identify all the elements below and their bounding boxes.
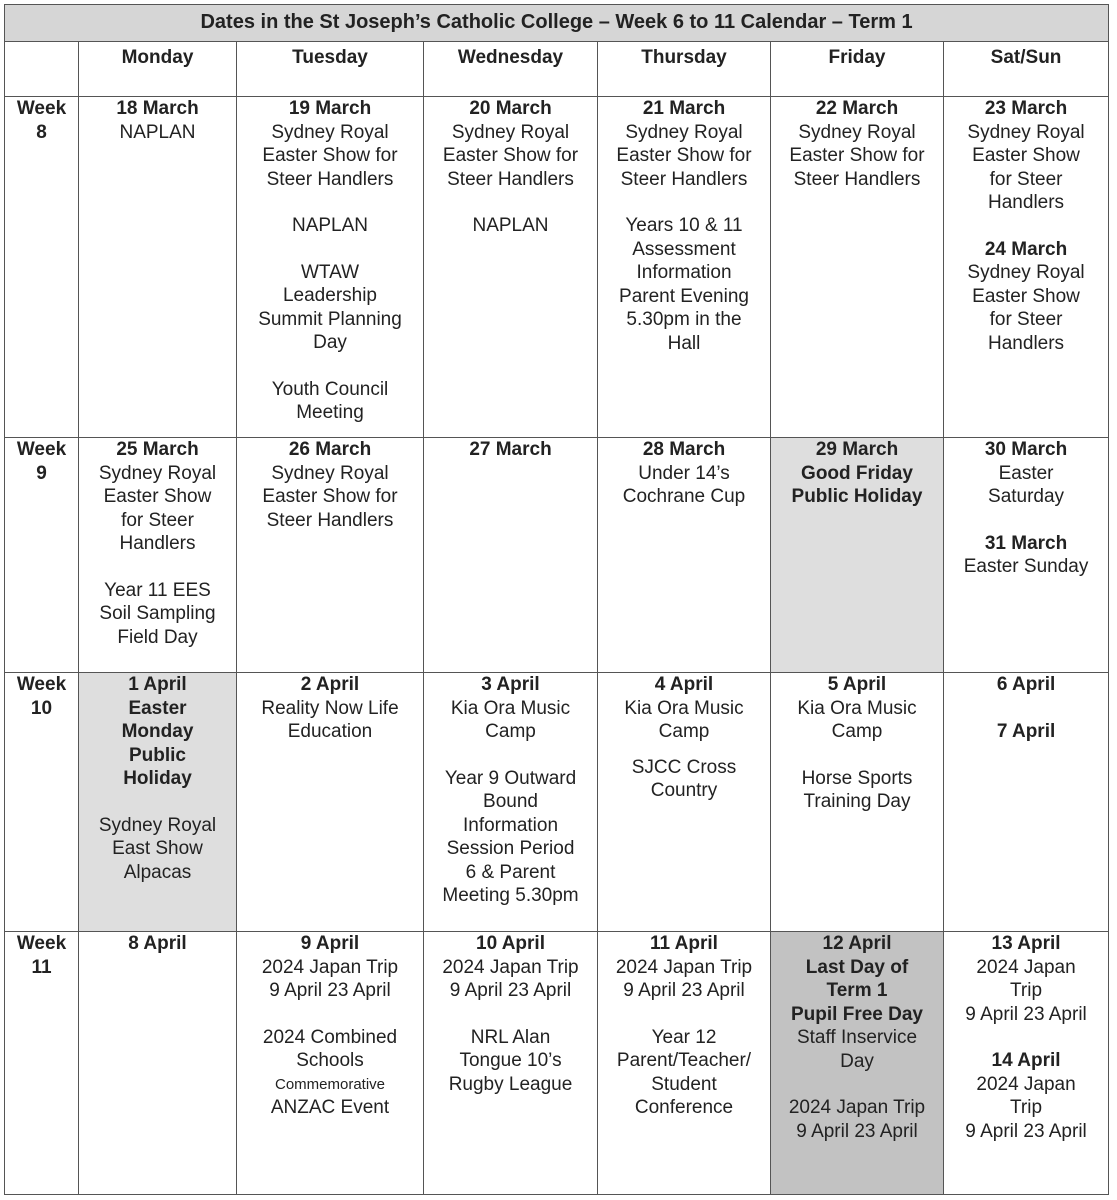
cell-date: 3 April	[481, 674, 540, 695]
term-calendar	[4, 4, 1109, 1195]
cell-date: 21 March	[642, 98, 726, 119]
day-header-monday: Monday	[79, 42, 237, 97]
day-cell: 3 April Kia Ora Music Camp Year 9 Outward Bound Information Session Period 6 & Parent Meeting 5.30pm	[424, 673, 598, 932]
week-row	[5, 932, 1109, 1195]
cell-date: 19 March	[288, 98, 372, 119]
day-cell: 19 March Sydney Royal Easter Show for Steer Handlers NAPLAN WTAW Leadership Summit Planning Day Youth Council Meeting	[237, 97, 424, 438]
day-header-wednesday: Wednesday	[424, 42, 598, 97]
cell-date: 23 March	[984, 98, 1068, 119]
day-cell: 9 April 2024 Japan Trip 9 April 23 April 2024 Combined Schools Commemorative ANZAC Event	[237, 932, 424, 1195]
week-row	[5, 97, 1109, 438]
day-cell: 26 March Sydney Royal Easter Show for Steer Handlers	[237, 438, 424, 673]
cell-date: 13 April	[991, 933, 1061, 954]
calendar-title: Dates in the St Joseph’s Catholic College – Week 6 to 11 Calendar – Term 1	[5, 5, 1109, 42]
day-cell: 13 April 2024 Japan Trip 9 April 23 April 14 April 2024 Japan Trip 9 April 23 April	[944, 932, 1109, 1195]
cell-date: 11 April	[650, 933, 718, 954]
week-row	[5, 673, 1109, 932]
cell-date: 2 April	[300, 674, 360, 695]
cell-date: 9 April	[300, 933, 360, 954]
cell-date: 4 April	[654, 674, 714, 695]
cell-date: 14 April	[991, 1050, 1061, 1071]
day-cell: 30 March Easter Saturday 31 March Easter Sunday	[944, 438, 1109, 673]
week-label: Week 10	[5, 673, 79, 932]
cell-date: 26 March	[288, 439, 372, 460]
day-cell: 22 March Sydney Royal Easter Show for Steer Handlers	[771, 97, 944, 438]
cell-date: 12 April	[822, 933, 892, 954]
day-cell	[424, 438, 598, 673]
day-cell	[79, 932, 237, 1195]
cell-date: 27 March	[469, 439, 552, 460]
day-cell: 5 April Kia Ora Music Camp Horse Sports Training Day	[771, 673, 944, 932]
cell-date: 31 March	[984, 532, 1068, 554]
week-label: Week 8	[5, 97, 79, 438]
cell-date: 8 April	[128, 933, 187, 954]
cell-date: 7 April	[996, 720, 1056, 742]
holiday-cell: 1 April Easter Monday Public Holiday Sydney Royal East Show Alpacas	[79, 673, 237, 932]
day-cell: 18 March NAPLAN	[79, 97, 237, 438]
day-header-sat-sun: Sat/Sun	[944, 42, 1109, 97]
day-cell: 25 March Sydney Royal Easter Show for Steer Handlers Year 11 EES Soil Sampling Field Day	[79, 438, 237, 673]
day-cell: 2 April Reality Now Life Education	[237, 673, 424, 932]
cell-date: 6 April	[996, 674, 1056, 695]
week-row	[5, 438, 1109, 673]
cell-date: 1 April	[128, 674, 187, 695]
day-cell: 28 March Under 14’s Cochrane Cup	[598, 438, 771, 673]
cell-date: 18 March	[116, 98, 199, 119]
cell-date: 24 March	[984, 238, 1068, 260]
cell-date: 28 March	[642, 439, 726, 460]
day-cell: 10 April 2024 Japan Trip 9 April 23 April NRL Alan Tongue 10’s Rugby League	[424, 932, 598, 1195]
cell-date: 5 April	[827, 674, 887, 695]
cell-date: 22 March	[815, 98, 899, 119]
day-cell	[944, 673, 1109, 932]
day-cell: 23 March Sydney Royal Easter Show for Steer Handlers 24 March Sydney Royal Easter Show for Steer Handlers	[944, 97, 1109, 438]
cell-date: 30 March	[984, 439, 1068, 460]
day-header-thursday: Thursday	[598, 42, 771, 97]
day-header-tuesday: Tuesday	[237, 42, 424, 97]
day-cell: 4 April Kia Ora Music Camp SJCC Cross Country	[598, 673, 771, 932]
day-cell: 20 March Sydney Royal Easter Show for Steer Handlers NAPLAN	[424, 97, 598, 438]
week-column-header	[5, 42, 79, 97]
week-label: Week 11	[5, 932, 79, 1195]
last-day-cell: 12 April Last Day of Term 1 Pupil Free Day Staff Inservice Day 2024 Japan Trip 9 April 23 April	[771, 932, 944, 1195]
day-cell: 21 March Sydney Royal Easter Show for Steer Handlers Years 10 & 11 Assessment Information Parent Evening 5.30pm in the Hall	[598, 97, 771, 438]
day-cell: 11 April 2024 Japan Trip 9 April 23 April Year 12 Parent/Teacher/ Student Conference	[598, 932, 771, 1195]
cell-date: 29 March	[815, 439, 899, 460]
cell-date: 20 March	[469, 98, 552, 119]
week-label: Week 9	[5, 438, 79, 673]
day-header-friday: Friday	[771, 42, 944, 97]
holiday-cell: 29 March Good Friday Public Holiday	[771, 438, 944, 673]
cell-date: 25 March	[116, 439, 199, 460]
cell-date: 10 April	[476, 933, 545, 954]
